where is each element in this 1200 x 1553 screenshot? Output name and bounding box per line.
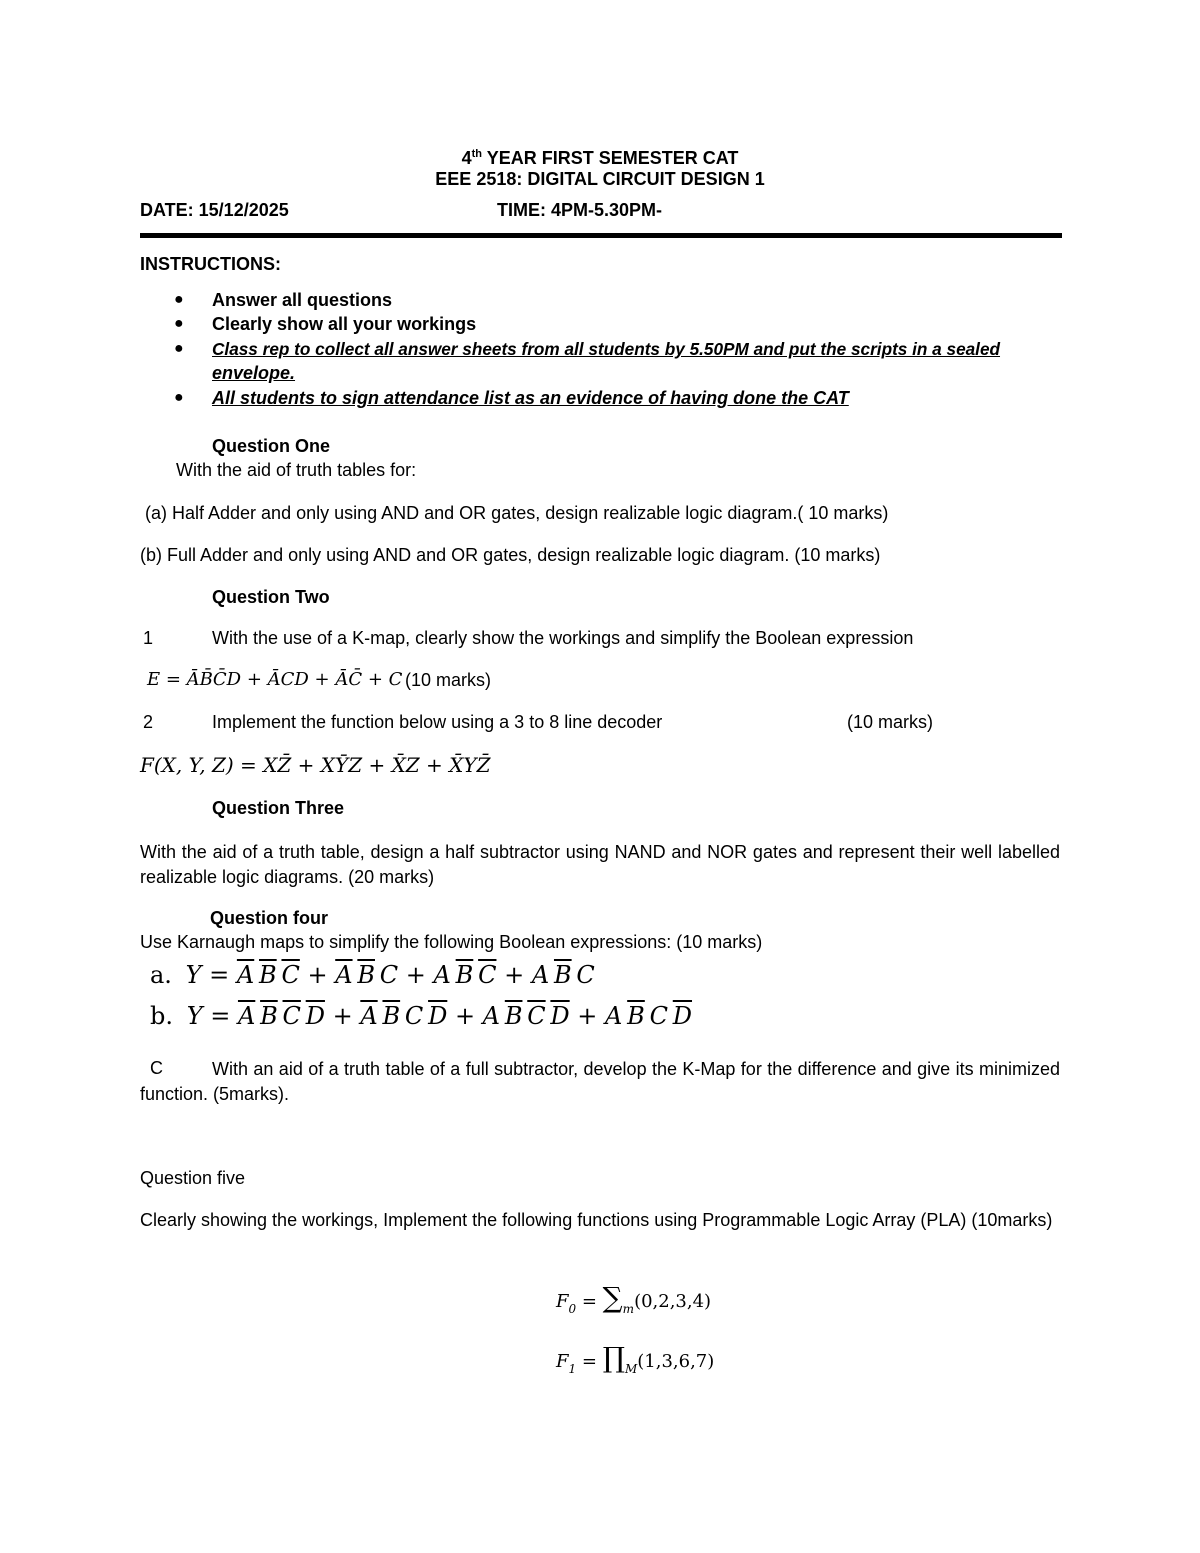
expression-b-formula: $Y = \overline{A}$ $\overline{B}$ $\overline{C}$ $\overline{D} + \overline{A}$ $\overline{B}$ C $\overline{D} + A$ $\overline{B}$ $\overline{C}$ $\overline{D} + A$ $\overline{B}$ C $\overline{D}$ bbox=[186, 1002, 693, 1030]
bullet-icon: ● bbox=[174, 340, 184, 357]
expression-a-formula: $Y = \overline{A}$ $\overline{B}$ $\overline{C} + \overline{A}$ $\overline{B}$ C + A $\overline{B}$ $\overline{C} + A$ $\overline{B}$ C bbox=[185, 961, 595, 989]
question-one-title: Question One bbox=[212, 436, 331, 456]
instruction-item-continued: envelope. bbox=[212, 363, 296, 383]
expression-a-label: a. bbox=[150, 961, 172, 989]
question-two-part2-number: 2 bbox=[143, 712, 154, 732]
exam-title bbox=[0, 143, 1200, 169]
instruction-item: Class rep to collect all answer sheets from all students by 5.50PM and put the scripts in a sealed bbox=[212, 339, 1001, 359]
question-two-part2-marks: (10 marks) bbox=[847, 712, 934, 732]
expression-b bbox=[150, 1001, 692, 1031]
bullet-icon: ● bbox=[174, 389, 184, 406]
decoder-function-f: F(X, Y, Z) = XZ̄ + XȲZ + X̄Z + X̄YZ̄ bbox=[140, 753, 491, 777]
instruction-item: All students to sign attendance list as an evidence of having done the CAT bbox=[212, 388, 849, 408]
question-four-intro: Use Karnaugh maps to simplify the following Boolean expressions: (10 marks) bbox=[140, 932, 763, 952]
question-three-title: Question Three bbox=[212, 798, 345, 818]
pla-function-f0: $F_0 = \sum_m(0,2,3,4)$ bbox=[556, 1281, 712, 1316]
title-year-number: 4 bbox=[461, 148, 472, 168]
f1-maxterms: (1,3,6,7) bbox=[637, 1351, 715, 1372]
question-five-title: Question five bbox=[140, 1168, 246, 1188]
question-two-part2-text: Implement the function below using a 3 to 8 line decoder bbox=[212, 712, 663, 732]
question-five-text: Clearly showing the workings, Implement the following functions using Programmable Logic Array (PLA) (10marks) bbox=[140, 1210, 1053, 1230]
question-three-text: With the aid of a truth table, design a half subtractor using NAND and NOR gates and represent their well labelled realizable logic diagrams. (20 marks) bbox=[140, 842, 1060, 887]
instructions-heading: INSTRUCTIONS: bbox=[140, 254, 281, 274]
bullet-icon: ● bbox=[174, 315, 184, 332]
question-four-part-c-text: With an aid of a truth table of a full subtractor, develop the K-Map for the difference and give its minimized function. (5marks). bbox=[140, 1059, 1060, 1104]
product-icon: ∏ bbox=[602, 1341, 625, 1374]
question-four-part-c-label: C bbox=[150, 1058, 163, 1078]
question-one-part-b: (b) Full Adder and only using AND and OR gates, design realizable logic diagram. (10 marks) bbox=[140, 545, 881, 565]
exam-time: TIME: 4PM-5.30PM- bbox=[497, 200, 663, 220]
pla-function-f1: $F_1$ = $\prod_M(1,3,6,7)$ bbox=[556, 1341, 715, 1376]
question-two-part1-marks: (10 marks) bbox=[405, 670, 492, 690]
question-two-title: Question Two bbox=[212, 587, 330, 607]
title-rest: YEAR FIRST SEMESTER CAT bbox=[482, 148, 739, 168]
course-title: EEE 2518: DIGITAL CIRCUIT DESIGN 1 bbox=[435, 169, 765, 189]
summation-icon: ∑ bbox=[602, 1281, 623, 1314]
expression-b-label: b. bbox=[150, 1002, 173, 1030]
instruction-item: Answer all questions bbox=[212, 290, 393, 310]
exam-date: DATE: 15/12/2025 bbox=[140, 200, 289, 220]
f0-minterms: (0,2,3,4) bbox=[634, 1291, 712, 1312]
title-year-suffix: th bbox=[471, 148, 483, 160]
instruction-item: Clearly show all your workings bbox=[212, 314, 477, 334]
question-one-intro: With the aid of truth tables for: bbox=[176, 460, 417, 480]
question-two-part1-number: 1 bbox=[143, 628, 154, 648]
question-four-title: Question four bbox=[210, 908, 328, 928]
expression-a bbox=[150, 960, 595, 990]
bullet-icon: ● bbox=[174, 291, 184, 308]
question-one-part-a: (a) Half Adder and only using AND and OR gates, design realizable logic diagram.( 10 marks) bbox=[145, 503, 889, 523]
question-two-part1-text: With the use of a K-map, clearly show the workings and simplify the Boolean expression bbox=[212, 628, 914, 648]
header-divider bbox=[140, 233, 1062, 238]
boolean-expression-e: E = ĀB̄C̄D + ĀCD + ĀC̄ + C bbox=[147, 669, 403, 690]
